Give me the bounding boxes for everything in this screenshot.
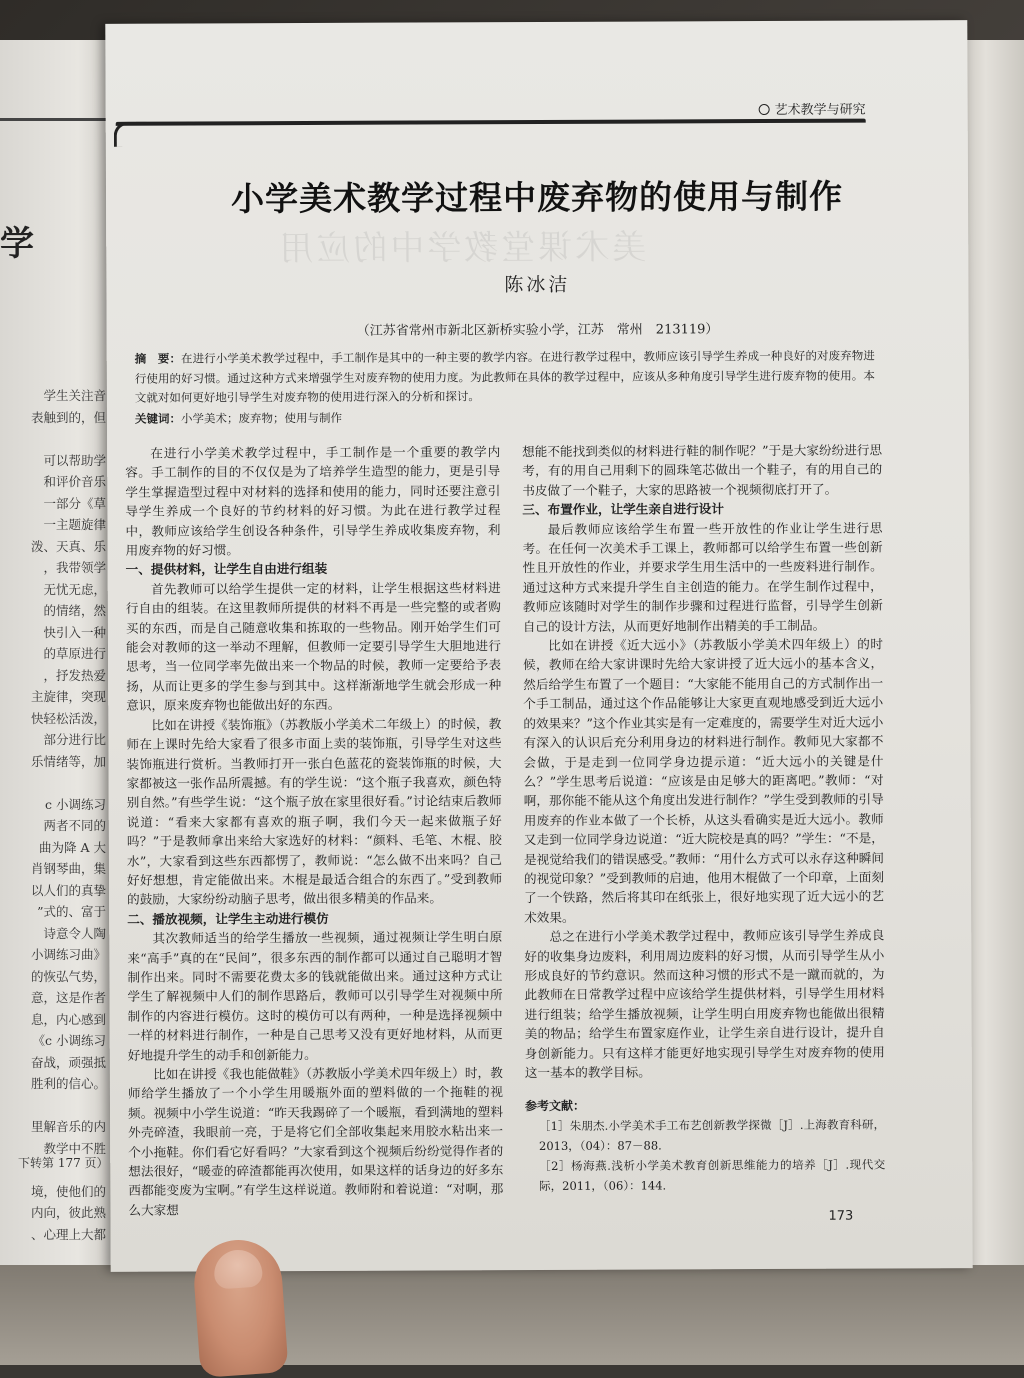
reference-item: ［1］朱朋杰.小学美术手工布艺创新教学探微［J］.上海教育科研，2013，（04）：87－88. [538,1117,886,1154]
abstract-label: 摘 要： [134,351,182,366]
previous-page-line: 曲为降 A 大 [39,839,106,855]
paragraph: 最后教师应该给学生布置一些开放性的作业让学生进行思考。在任何一次美术手工课上，教师都可以给学生布置一些创新性且开放性的作业，并要求学生用生活中的一些废料进行制作。通过这种方式来提升学生自主创造的能力。在学生制作过程中，教师应该随时对学生的制作步骤和过程进行监督，引导学生创新自己的设计方法，从而更好地制作出精美的手工制品。 [522,520,883,634]
previous-page-line: 可以帮助学 [43,452,106,468]
previous-page-line [0,1095,112,1117]
header-rule-curve [114,122,147,147]
previous-page-line [0,428,112,450]
previous-page-line: 乐情绪等，加 [30,753,106,769]
paragraph: 比如在讲授《近大远小》（苏教版小学美术四年级上）的时候，教师在给大家讲课时先给大家讲授了近大远小的基本含义，然后给学生布置了一个题目：“大家能不能用自己的方式制作出一个手工制品，通过这个作品能够让大家更直观地感受到近大远小的效果来？”这个作业其实是有一定难度的，需要学生对近大远小有深入的认识后充分利用身边的材料进行制作。教师见大家都不会做，于是走到一位同学身边提示道：“近大远小的关键是什么？”学生思考后说道：“应该是由足够大的距离吧。”教师：“对啊，那你能不能从这个角度出发进行制作？”学生受到教师的引导用废弃的作业本做了一个长桥，从这头看确实是近大远小。教师又走到一位同学身边说道：“近大院校是真的吗？”学生：“不是，是视觉给我们的错误感受。”教师：“用什么方式可以永存这种瞬间的视觉印象？”受到教师的启迪，他用木棍做了一个印章，上面刻了一个铁路，然后将其印在纸张上，很好地实现了近大远小的艺术效果。 [523,636,885,925]
previous-page-line [0,772,112,794]
keywords [135,407,875,429]
references-title: 参考文献： [524,1099,586,1114]
header-rule [116,119,866,126]
previous-page-line: 、心理上大都 [30,1226,106,1242]
previous-page-title-fragment: 学 [0,224,34,264]
section-heading-3: 三、布置作业，让学生亲自进行设计 [522,501,724,518]
previous-page-line: 里解音乐的内 [30,1119,106,1134]
previous-page-line: 奋战，顽强抵 [30,1054,106,1070]
circle-icon [759,104,770,115]
previous-page-line: 以人们的真挚 [30,882,106,898]
previous-page-line: c 小调练习 [45,796,106,812]
page-number: 173 [828,1208,854,1224]
previous-page-line: 《c 小调练习 [32,1033,106,1048]
previous-page-line: 诗意令人陶 [43,925,106,941]
section-heading-1: 一、提供材料，让学生自由进行组装 [125,561,328,578]
show-through-text: 美术课堂教学中的应用 [276,227,647,270]
keywords-text: 小学美术；废弃物；使用与制作 [180,410,343,426]
previous-page-line: 部分进行比 [43,732,106,747]
previous-page-line: 表触到的，但 [30,409,106,425]
paragraph: 首先教师可以给学生提供一定的材料，让学生根据这些材料进行自由的组装。在这里教师所提供的材料不再是一些完整的或者购买的东西，而是自己随意收集和拣取的一些物品。刚开始学生们可能会对教师的这一举动不理解，但教师一定要引导学生大胆地进行思考，当一位同学率先做出来一个物品的时候，教师一定要给予表扬，从而让更多的学生参与到其中。这样渐渐地学生就会形成一种意识，原来废弃物也能做出好的东西。 [125,580,502,714]
previous-page-line: 快引入一种 [43,624,106,640]
previous-page-line: 内向，彼此熟 [30,1205,106,1220]
section-label: 艺术教学与研究 [774,102,866,118]
previous-page-line: 泼、天真、乐 [30,538,106,554]
previous-page-line: 一部分《草 [43,495,106,511]
paragraph: 比如在讲授《装饰瓶》（苏教版小学美术二年级上）的时候，教师在上课时先给大家看了很多市面上卖的装饰瓶，引导学生对这些装饰瓶进行赏析。当教师打开一张白色蓝花的瓷装饰瓶的时候，大家都被这一张作品所震撼。有的学生说：“这个瓶子我喜欢，颜色特别自然。”有些学生说：“这个瓶子放在家里很好看。”讨论结束后教师说道：“看来大家都有喜欢的瓶子啊，我们今天一起来做瓶子好吗？”于是教师拿出来给大家选好的材料：“颜料、毛笔、木棍、胶水”，大家看到这些东西都愣了，教师说：“怎么做不出来吗？自己好好想想，肯定能做出来。木棍是最适合组合的东西了。”受到教师的鼓励，大家纷纷动脑子思考，做出很多精美的作品来。 [126,715,503,908]
conclusion-paragraph: 总之在进行小学美术教学过程中，教师应该引导学生养成良好的收集身边废料，利用周边废料的好习惯，从而引导学生从小形成良好的节约意识。然而这种习惯的形式不是一蹴而就的，为此教师在日常教学过程中应该给学生提供材料，引导学生用材料进行组装；给学生播放视频，让学生明白用废弃物也能做出很精美的物品；给学生布置家庭作业，让学生亲自进行设计，提升自身创新能力。只有这样才能更好地实现引导学生对废弃物的使用这一基本的教学目标。 [524,927,885,1081]
author-affiliation: （江苏省常州市新北区新桥实验小学，江苏 常州 213119） [356,322,719,339]
previous-page-line: 境，使他们的 [30,1183,106,1199]
author-name: 陈冰洁 [504,273,571,297]
previous-page-line: 肖钢琴曲，集 [30,861,106,876]
keywords-label: 关键词： [134,411,182,426]
previous-page-line: 两者不同的 [43,818,106,833]
reference-item: ［2］杨海燕.浅析小学美术教育创新思维能力的培养［J］.现代交际，2011，（06）：144. [539,1157,886,1194]
previous-page-line: 息，内心感到 [30,1011,106,1027]
previous-page-line: ，抒发热爱 [43,667,106,683]
previous-page-line: ”式的、富于 [37,904,106,919]
previous-page-line: 无忧无虑， [43,581,106,597]
previous-page-footer: 下转第 177 页） [18,1156,109,1170]
paragraph: 比如在讲授《我也能做鞋》（苏教版小学美术四年级上）时，教师给学生播放了一个小学生用暖瓶外面的塑料做的一个拖鞋的视频。视频中小学生说道：“昨天我踢碎了一个暖瓶，看到满地的塑料外壳碎渣，我眼前一亮，于是将它们全部收集起来用胶水粘出来一个小拖鞋。你们看它好看吗？”大家看到这个视频后纷纷觉得作者的想法很好，“暖壶的碎渣都能再次使用，如果这样的话身边的好多东西都能变废为宝啊。”有学生这样说道。教师附和着说道：“对啊，那么大家想 [127,1065,504,1218]
previous-page-header-rule [0,118,112,121]
previous-page-line: 的草原进行 [43,646,106,661]
previous-page-line: 小调练习曲》 [30,947,106,962]
article-title: 小学美术教学过程中废弃物的使用与制作 [230,176,844,219]
journal-page [105,20,972,1272]
previous-page-line: 主旋律，突现 [30,689,106,704]
previous-page-line: ，我带领学 [43,560,106,575]
previous-page-line: 的恢弘气势， [30,968,106,984]
previous-page-line: 快轻松活泼， [30,710,106,726]
right-column [522,441,885,1197]
paragraph-continued: 想能不能找到类似的材料进行鞋的制作呢？”于是大家纷纷进行思考，有的用自己用剩下的圆珠笔芯做出一个鞋子，有的用自己的书皮做了一个鞋子，大家的思路被一个视频彻底打开了。 [522,442,883,498]
previous-page [0,40,112,1265]
previous-page-line: 的情绪，然 [43,603,106,618]
intro-paragraph: 在进行小学美术教学过程中，手工制作是一个重要的教学内容。手工制作的目的不仅仅是为了培养学生造型的能力，更是引导学生掌握造型过程中对材料的选择和使用的能力，同时还要注意引导学生养成一个良好的节约材料的好习惯。为此在进行教学过程中，教师应该给学生创设各种条件，引导学生养成收集废弃物，利用废弃物的好习惯。 [125,444,501,558]
previous-page-line: 学生关注音 [43,388,106,403]
previous-page-line: 意，这是作者 [30,990,106,1005]
paragraph: 其次教师适当的给学生播放一些视频，通过视频让学生明白原来“高手”真的在“民间”，很多东西的制作都可以通过自己聪明才智制作出来。同时不需要花费太多的钱就能做出来。通过这种方式让学生了解视频中人们的制作思路后，教师可以引导学生对视频中所制作的内容进行模仿。这时的模仿可以有两种，一种是选择视频中一样的材料进行制作，一种是自己思考又没有更好地材料，从而更好地提升学生的动手和创新能力。 [127,929,503,1063]
section-heading-2: 二、播放视频，让学生主动进行模仿 [127,910,329,927]
section-header [759,99,866,118]
abstract [135,347,875,409]
previous-page-line: 一主题旋律 [43,517,106,532]
previous-page-text [0,385,112,1245]
left-column [125,442,503,1220]
previous-page-line: 胜利的信心。 [30,1076,106,1091]
abstract-text: 在进行小学美术教学过程中，手工制作是其中的一种主要的教学内容。在进行教学过程中，教师应该引导学生养成一种良好的对废弃物进行使用的好习惯。通过这种方式来增强学生对废弃物的使用力度。为此教师在具体的教学过程中，应该从多种角度引导学生进行废弃物的使用。本文就对如何更好地引导学生对废弃物的使用进行深入的分析和探讨。 [134,348,875,405]
previous-page-line: 和评价音乐 [43,474,106,489]
previous-page-line: 教学中不胜 [43,1140,106,1156]
